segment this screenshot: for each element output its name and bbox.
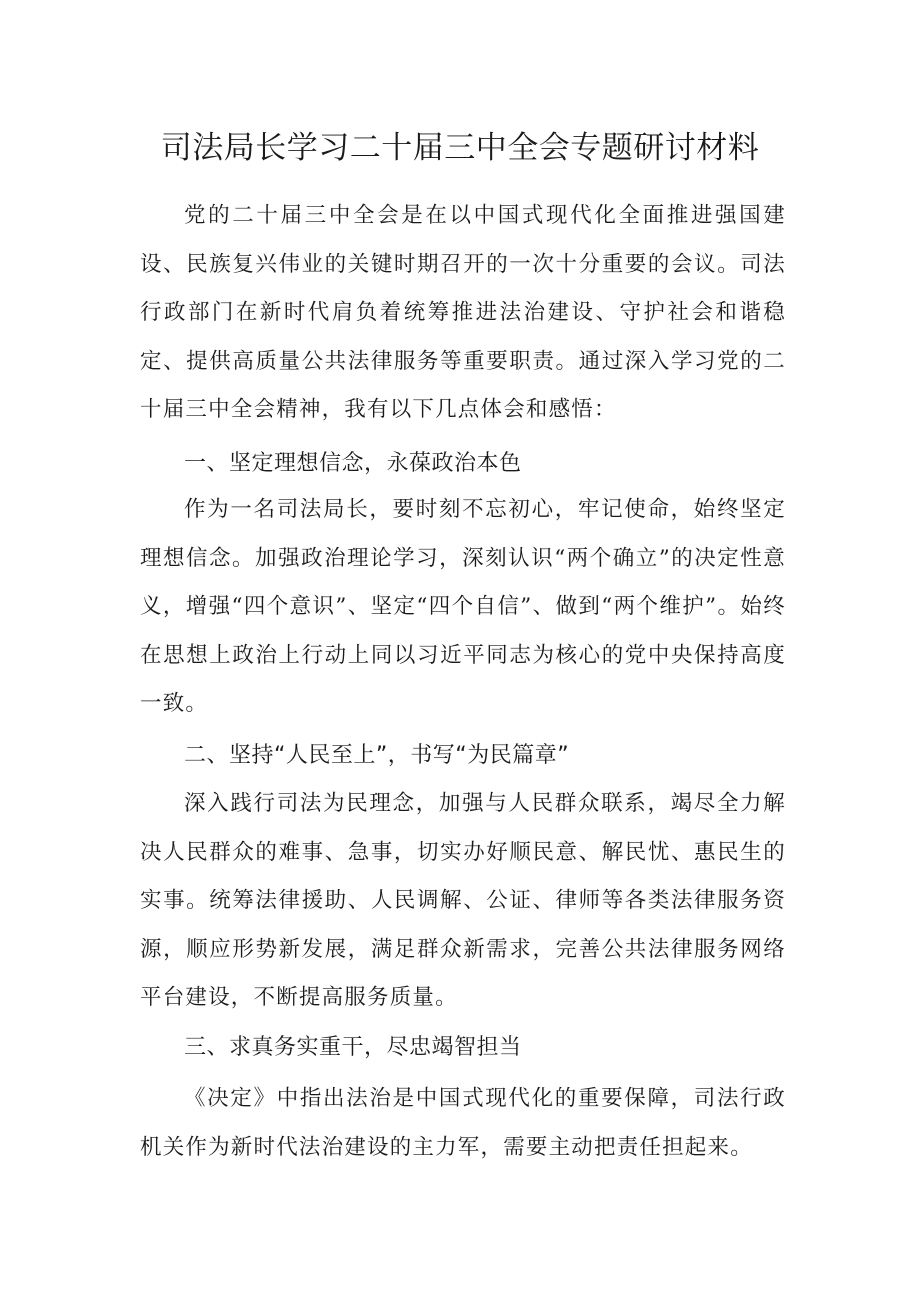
document-title: 司法局长学习二十届三中全会专题研讨材料 xyxy=(160,130,760,166)
intro-paragraph: 党的二十届三中全会是在以中国式现代化全面推进强国建设、民族复兴伟业的关键时期召开的一次十分重要的会议。司法行政部门在新时代肩负着统筹推进法治建设、守护社会和谐稳定、提供高质量公共法律服务等重要职责。通过深入学习党的二十届三中全会精神，我有以下几点体会和感悟： xyxy=(140,203,786,422)
section-2-heading: 二、坚持“人民至上”，书写“为民篇章” xyxy=(184,743,570,768)
section-1-heading: 一、坚定理想信念，永葆政治本色 xyxy=(184,451,522,476)
section-3-heading: 三、求真务实重干，尽忠竭智担当 xyxy=(184,1035,522,1060)
section-2-body: 深入践行司法为民理念，加强与人民群众联系，竭尽全力解决人民群众的难事、急事，切实办好顺民意、解民忧、惠民生的实事。统筹法律援助、人民调解、公证、律师等各类法律服务资源，顺应形势新发展，满足群众新需求，完善公共法律服务网络平台建设，不断提高服务质量。 xyxy=(140,791,786,1010)
section-3-body: 《决定》中指出法治是中国式现代化的重要保障，司法行政机关作为新时代法治建设的主力军，需要主动把责任担起来。 xyxy=(140,1086,786,1160)
section-1-body: 作为一名司法局长，要时刻不忘初心，牢记使命，始终坚定理想信念。加强政治理论学习，深刻认识“两个确立”的决定性意义，增强“四个意识”、坚定“四个自信”、做到“两个维护”。始终在思想上政治上行动上同以习近平同志为核心的党中央保持高度一致。 xyxy=(140,497,786,716)
